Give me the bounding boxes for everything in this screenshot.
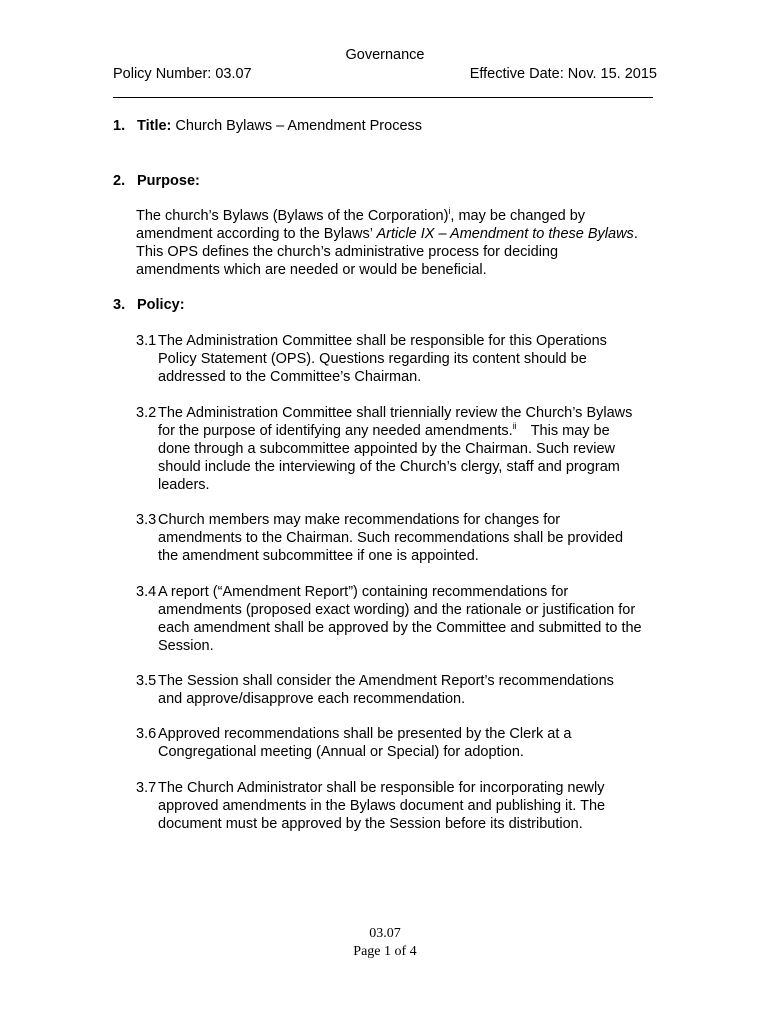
section-label: Policy: bbox=[137, 297, 185, 313]
policy-item-3-6: 3.6 Approved recommendations shall be presented by the Clerk at a Congregational meeting (Annual or Special) for adoption. bbox=[136, 726, 572, 760]
item-number: 3.2 bbox=[136, 405, 157, 421]
item-number: 3.6 bbox=[136, 726, 157, 742]
policy-item-3-2: 3.2 The Administration Committee shall triennially review the Church’s Bylaws for the purpose of identifying any needed amendments.$^{ii}$ This may be done through a subcommittee appointed by the Chairman. Such review should include the interviewing of the Church’s clergy, staff and program leaders. bbox=[136, 405, 633, 493]
section-policy bbox=[113, 297, 185, 313]
policy-item-3-3: 3.3 Church members may make recommendations for changes for amendments to the Chairman. Such recommendations shall be provided the amendment subcommittee if one is appointed. bbox=[136, 512, 624, 564]
footnote-ref[interactable]: ii bbox=[512, 421, 517, 432]
policy-item-3-5: 3.5 The Session shall consider the Amendment Report’s recommendations and approve/disapprove each recommendation. bbox=[136, 673, 614, 707]
header-rule bbox=[113, 97, 653, 98]
section-number: 1. bbox=[113, 118, 126, 134]
item-number: 3.7 bbox=[136, 780, 157, 796]
policy-number: Policy Number: 03.07 bbox=[113, 66, 252, 82]
section-label: Title: bbox=[137, 118, 172, 134]
policy-item-3-1: 3.1 The Administration Committee shall be responsible for this Operations Policy Statement (OPS). Questions regarding its content should be addressed to the Committee’s Chairman. bbox=[136, 333, 607, 385]
section-title-value: Church Bylaws – Amendment Process bbox=[175, 118, 423, 134]
header-title: Governance bbox=[345, 47, 425, 63]
section-number: 2. bbox=[113, 173, 126, 189]
section-purpose bbox=[113, 173, 200, 189]
header-row bbox=[113, 66, 657, 82]
footer-page-number: Page 1 of 4 bbox=[353, 944, 417, 959]
footnote-ref[interactable]: i bbox=[448, 206, 451, 217]
section-label: Purpose: bbox=[137, 173, 200, 189]
purpose-paragraph: The church’s Bylaws (Bylaws of the Corporation)$^i$, may be changed by amendment according to the Bylaws’ Article IX – Amendment to these Bylaws. This OPS defines the church’s administrative process for deciding amendments which are needed or would be beneficial. bbox=[136, 206, 638, 278]
item-number: 3.1 bbox=[136, 333, 157, 349]
item-number: 3.5 bbox=[136, 673, 157, 689]
section-number: 3. bbox=[113, 297, 126, 313]
section-title bbox=[113, 118, 422, 134]
footer-doc-number: 03.07 bbox=[369, 926, 401, 941]
item-number: 3.4 bbox=[136, 584, 157, 600]
bylaws-article-reference: Article IX – Amendment to these Bylaws bbox=[376, 226, 634, 242]
effective-date: Effective Date: Nov. 15. 2015 bbox=[469, 66, 657, 82]
item-number: 3.3 bbox=[136, 512, 157, 528]
policy-item-3-7: 3.7 The Church Administrator shall be responsible for incorporating newly approved amendments in the Bylaws document and publishing it. The document must be approved by the Session before its distribution. bbox=[136, 780, 606, 832]
policy-item-3-4: 3.4 A report (“Amendment Report”) containing recommendations for amendments (proposed exact wording) and the rationale or justification for each amendment shall be approved by the Committee and submitted to the Session. bbox=[136, 584, 642, 654]
